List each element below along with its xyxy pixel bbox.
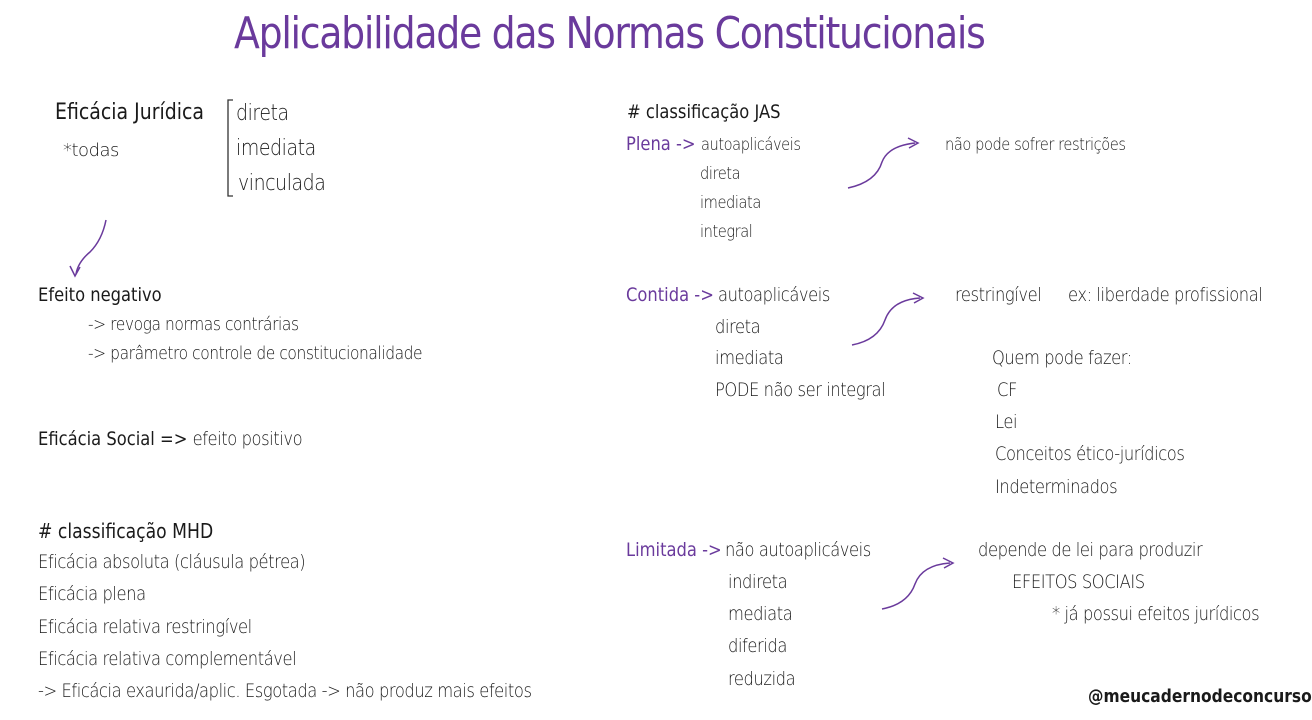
contida-example: ex: liberdade profissional bbox=[1068, 284, 1263, 306]
eficacia-juridica-note: *todas bbox=[63, 140, 119, 161]
contida-note: restringível bbox=[955, 284, 1042, 306]
eficacia-social-text: efeito positivo bbox=[192, 428, 303, 450]
limitada-note: depende de lei para produzir bbox=[978, 539, 1203, 561]
curved-arrow-icon bbox=[882, 563, 950, 609]
contida-arrow: -> bbox=[694, 284, 714, 306]
plena-note: não pode sofrer restrições bbox=[945, 135, 1126, 155]
limitada-note-juridicos: * já possui efeitos jurídicos bbox=[1052, 603, 1260, 625]
who-item: CF bbox=[997, 379, 1017, 401]
page-title: Aplicabilidade das Normas Constitucionais bbox=[234, 8, 985, 59]
plena-item: integral bbox=[700, 222, 753, 242]
eficacia-social-label: Eficácia Social bbox=[38, 428, 155, 450]
who-item: Conceitos ético-jurídicos bbox=[995, 443, 1185, 465]
limitada-item: diferida bbox=[728, 635, 787, 657]
contida-label: Contida bbox=[626, 284, 690, 306]
brace-icon bbox=[228, 100, 233, 196]
mhd-item: Eficácia absoluta (cláusula pétrea) bbox=[38, 551, 306, 573]
eficacia-item: direta bbox=[236, 101, 289, 126]
limitada-label: Limitada bbox=[626, 539, 697, 561]
plena-label: Plena bbox=[626, 133, 671, 155]
eficacia-juridica-label: Eficácia Jurídica bbox=[55, 100, 205, 125]
curved-arrow-icon bbox=[848, 143, 915, 188]
efeito-negativo-item: -> revoga normas contrárias bbox=[88, 314, 299, 335]
efeito-negativo-label: Efeito negativo bbox=[38, 284, 162, 306]
eficacia-item: imediata bbox=[236, 136, 316, 161]
limitada-note-social: EFEITOS SOCIAIS bbox=[1012, 571, 1145, 593]
limitada-item: reduzida bbox=[728, 668, 796, 690]
who-item: Lei bbox=[995, 411, 1018, 433]
limitada-arrow: -> bbox=[702, 539, 722, 561]
plena-item: imediata bbox=[700, 193, 761, 213]
footer-handle: @meucadernodeconcurso bbox=[1088, 686, 1312, 707]
mhd-item: -> Eficácia exaurida/aplic. Esgotada -> não produz mais efeitos bbox=[38, 680, 532, 702]
eficacia-social-arrow: => bbox=[159, 428, 188, 450]
plena-arrow: -> bbox=[676, 133, 696, 155]
plena-item: autoaplicáveis bbox=[701, 135, 801, 155]
plena-item: direta bbox=[700, 164, 741, 184]
mhd-item: Eficácia plena bbox=[38, 583, 146, 605]
contida-item: autoaplicáveis bbox=[718, 284, 831, 306]
curved-arrow-icon bbox=[76, 220, 106, 274]
curved-arrow-icon bbox=[852, 298, 920, 345]
limitada-item: mediata bbox=[728, 603, 793, 625]
who-item: Indeterminados bbox=[995, 476, 1118, 498]
mhd-item: Eficácia relativa restringível bbox=[38, 616, 252, 638]
limitada-item: indireta bbox=[728, 571, 788, 593]
mhd-item: Eficácia relativa complementável bbox=[38, 648, 297, 670]
jas-heading: # classificação JAS bbox=[627, 101, 781, 123]
who-heading: Quem pode fazer: bbox=[992, 347, 1132, 369]
eficacia-item: vinculada bbox=[238, 171, 326, 196]
efeito-negativo-item: -> parâmetro controle de constitucionalidade bbox=[88, 343, 423, 364]
contida-item: imediata bbox=[715, 347, 784, 369]
mhd-heading: # classificação MHD bbox=[38, 519, 214, 543]
limitada-item: não autoaplicáveis bbox=[725, 539, 871, 561]
contida-item: PODE não ser integral bbox=[715, 379, 886, 401]
contida-item: direta bbox=[715, 316, 761, 338]
